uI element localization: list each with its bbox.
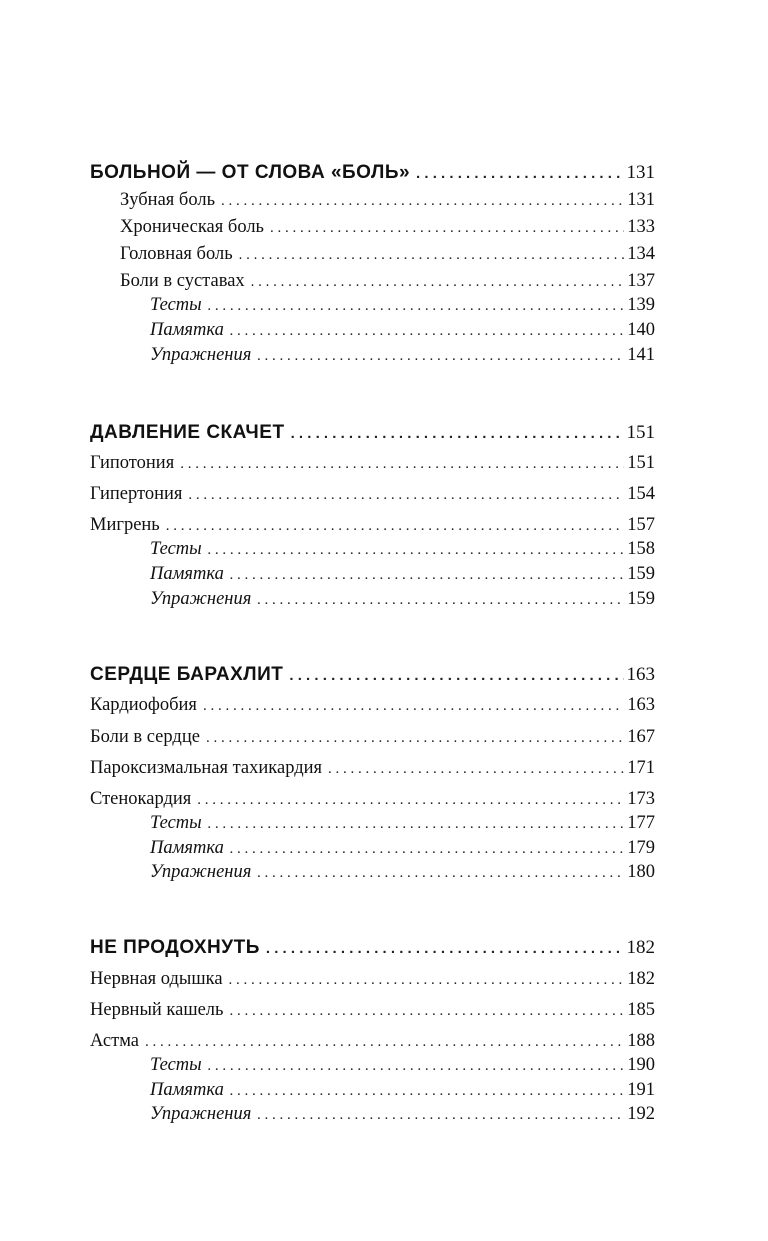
entry-label: Памятка: [150, 320, 224, 340]
section-title: ДАВЛЕНИЕ СКАЧЕТ: [90, 422, 285, 443]
toc-entry: [90, 514, 655, 536]
entry-label: Упражнения: [150, 345, 252, 365]
entry-label: Гипотония: [90, 453, 175, 473]
entry-label: Тесты: [150, 813, 202, 833]
page-number: 179: [627, 838, 655, 858]
page-number: 151: [627, 453, 655, 473]
entry-label: Нервный кашель: [90, 1000, 224, 1020]
dot-leader: [230, 320, 624, 342]
toc-entry: [90, 694, 655, 716]
dot-leader: [206, 727, 624, 749]
dot-leader: [289, 665, 623, 687]
dot-leader: [230, 838, 624, 860]
toc-subentry: [150, 1054, 655, 1076]
toc-subentry: [150, 344, 655, 366]
toc-entry: [120, 270, 655, 292]
page-number: 157: [627, 515, 655, 535]
page-number: 192: [627, 1104, 655, 1124]
dot-leader: [257, 589, 624, 611]
entry-label: Нервная одышка: [90, 969, 223, 989]
dot-leader: [208, 1055, 625, 1077]
toc-subentry: [150, 1079, 655, 1101]
entry-label: Боли в суставах: [120, 271, 245, 291]
page-number: 163: [627, 695, 655, 715]
toc-entry: [90, 788, 655, 810]
entry-label: Кардиофобия: [90, 695, 197, 715]
entry-label: Головная боль: [120, 244, 233, 264]
page-number: 171: [627, 758, 655, 778]
toc-entry: [120, 243, 655, 265]
toc-entry: [90, 452, 655, 474]
dot-leader: [251, 271, 625, 293]
toc-subentry: [150, 588, 655, 610]
toc-entry: [120, 216, 655, 238]
page-number: 133: [627, 217, 655, 237]
section-title: БОЛЬНОЙ — ОТ СЛОВА «БОЛЬ»: [90, 162, 411, 183]
page-number: 151: [626, 422, 655, 443]
page-number: 185: [627, 1000, 655, 1020]
page-number: 137: [627, 271, 655, 291]
entry-label: Тесты: [150, 1055, 202, 1075]
section-heading: [90, 937, 655, 959]
toc-entry: [90, 968, 655, 990]
dot-leader: [197, 789, 624, 811]
page-number: 182: [627, 969, 655, 989]
entry-label: Хроническая боль: [120, 217, 264, 237]
dot-leader: [416, 163, 623, 185]
page-number: 163: [626, 664, 655, 685]
entry-label: Гипертония: [90, 484, 183, 504]
entry-label: Тесты: [150, 295, 202, 315]
page-number: 182: [626, 937, 655, 958]
entry-label: Упражнения: [150, 862, 252, 882]
toc-subentry: [150, 538, 655, 560]
page-number: 159: [627, 589, 655, 609]
entry-label: Памятка: [150, 564, 224, 584]
dot-leader: [208, 295, 625, 317]
entry-label: Памятка: [150, 1080, 224, 1100]
dot-leader: [229, 969, 625, 991]
dot-leader: [145, 1031, 624, 1053]
entry-label: Памятка: [150, 838, 224, 858]
page-number: 131: [626, 162, 655, 183]
dot-leader: [230, 1080, 624, 1102]
section-title: НЕ ПРОДОХНУТЬ: [90, 937, 260, 958]
entry-label: Упражнения: [150, 1104, 252, 1124]
toc-subentry: [150, 319, 655, 341]
dot-leader: [166, 515, 625, 537]
toc-subentry: [150, 837, 655, 859]
dot-leader: [230, 564, 624, 586]
toc-entry: [90, 757, 655, 779]
entry-label: Упражнения: [150, 589, 252, 609]
page-number: 188: [627, 1031, 655, 1051]
toc-subentry: [150, 861, 655, 883]
toc-subentry: [150, 812, 655, 834]
toc-entry: [90, 726, 655, 748]
page-number: 140: [627, 320, 655, 340]
page-number: 158: [627, 539, 655, 559]
dot-leader: [257, 1104, 624, 1126]
entry-label: Астма: [90, 1031, 139, 1051]
toc-subentry: [150, 294, 655, 316]
page-number: 134: [627, 244, 655, 264]
dot-leader: [266, 938, 624, 960]
page-number: 177: [627, 813, 655, 833]
entry-label: Зубная боль: [120, 190, 216, 210]
entry-label: Мигрень: [90, 515, 160, 535]
dot-leader: [328, 758, 624, 780]
dot-leader: [208, 539, 625, 561]
entry-label: Пароксизмальная тахикардия: [90, 758, 323, 778]
page-number: 180: [627, 862, 655, 882]
dot-leader: [203, 695, 624, 717]
page-number: 154: [627, 484, 655, 504]
dot-leader: [221, 190, 624, 212]
toc-entry: [90, 483, 655, 505]
page-number: 173: [627, 789, 655, 809]
dot-leader: [208, 813, 625, 835]
toc-subentry: [150, 1103, 655, 1125]
toc-subentry: [150, 563, 655, 585]
entry-label: Боли в сердце: [90, 727, 200, 747]
dot-leader: [270, 217, 624, 239]
toc-entry: [90, 999, 655, 1021]
dot-leader: [188, 484, 624, 506]
dot-leader: [257, 345, 624, 367]
page-number: 190: [627, 1055, 655, 1075]
section-heading: [90, 664, 655, 686]
page-number: 131: [627, 190, 655, 210]
section-heading: [90, 422, 655, 444]
section-title: СЕРДЦЕ БАРАХЛИТ: [90, 664, 284, 685]
dot-leader: [239, 244, 625, 266]
page-number: 139: [627, 295, 655, 315]
dot-leader: [291, 423, 624, 445]
section-heading: [90, 162, 655, 184]
entry-label: Тесты: [150, 539, 202, 559]
entry-label: Стенокардия: [90, 789, 192, 809]
dot-leader: [180, 453, 624, 475]
page-number: 141: [627, 345, 655, 365]
page-number: 159: [627, 564, 655, 584]
page-number: 191: [627, 1080, 655, 1100]
toc-entry: [90, 1030, 655, 1052]
page-number: 167: [627, 727, 655, 747]
toc-entry: [120, 189, 655, 211]
dot-leader: [257, 862, 624, 884]
dot-leader: [229, 1000, 624, 1022]
